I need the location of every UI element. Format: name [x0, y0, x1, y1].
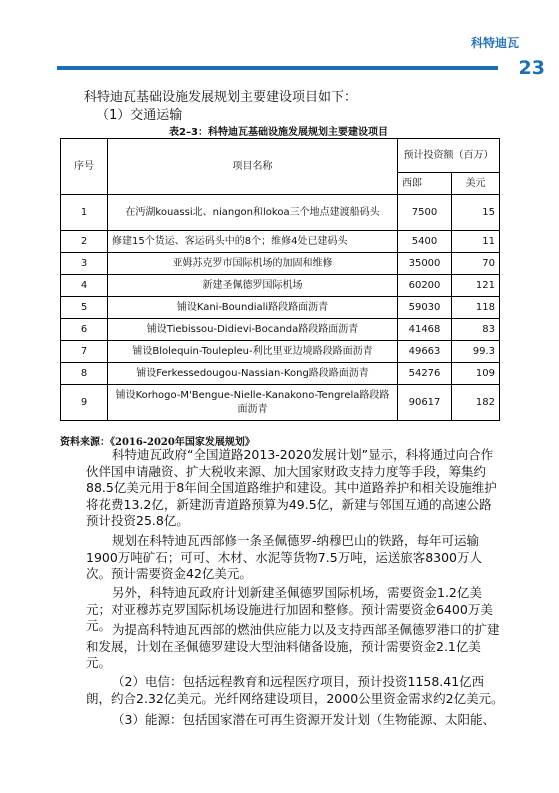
row-usd-amount: 118 [452, 297, 500, 319]
row-project-name: 铺设Blolequin-Toulepleu-利比里亚边境路段路面沥青 [108, 341, 398, 363]
page-number: 23 [518, 57, 545, 79]
row-project-name: 铺设Korhogo-M'Bengue-Nielle-Kanakono-Tengrela路段路面沥青 [108, 385, 398, 421]
table-row [61, 231, 500, 253]
row-index: 3 [61, 253, 108, 275]
row-usd-amount: 182 [452, 385, 500, 421]
row-usd-amount: 11 [452, 231, 500, 253]
paragraph-fuel: 为提高科特迪瓦西部的燃油供应能力以及支持西部圣佩德罗港口的扩建和发展，计划在圣佩德罗建设大型油料储备设施，预计需要资金2.1亿美元。 [86, 622, 500, 670]
row-project-name: 修建15个货运、客运码头中的8个；维修4处已建码头 [108, 231, 398, 253]
paragraph-airports: 另外，科特迪瓦政府计划新建圣佩德罗国际机场，需要资金1.2亿美元；对亚穆苏克罗国际机场设施进行加固和整修。预计需要资金6400万美元。 [86, 585, 493, 633]
header-investment: 预计投资额（百万） [398, 139, 500, 173]
row-local-amount: 35000 [398, 253, 452, 275]
table-row [61, 275, 500, 297]
row-local-amount: 7500 [398, 195, 452, 231]
header-currency-usd: 美元 [452, 173, 500, 195]
intro-text: 科特迪瓦基础设施发展规划主要建设项目如下： [84, 90, 358, 105]
table-row [61, 363, 500, 385]
row-usd-amount: 121 [452, 275, 500, 297]
paragraph-telecom: （2）电信：包括远程教育和远程医疗项目，预计投资1158.41亿西朗，约合2.32亿美元。光纤网络建设项目，2000公里资金需求约2亿美元。 [86, 674, 504, 706]
table-row [61, 297, 500, 319]
row-local-amount: 49663 [398, 341, 452, 363]
row-index: 1 [61, 195, 108, 231]
table-row [61, 253, 500, 275]
row-usd-amount: 70 [452, 253, 500, 275]
table-row [61, 195, 500, 231]
row-usd-amount: 109 [452, 363, 500, 385]
table-caption: 表2–3：科特迪瓦基础设施发展规划主要建设项目 [169, 127, 388, 138]
row-local-amount: 60200 [398, 275, 452, 297]
row-project-name: 铺设Ferkessedougou-Nassian-Kong路段路面沥青 [108, 363, 398, 385]
paragraph-energy: （3）能源：包括国家潜在可再生资源开发计划（生物能源、太阳能、 [112, 712, 495, 727]
row-index: 7 [61, 341, 108, 363]
header-project-name: 项目名称 [108, 139, 398, 195]
row-project-name: 铺设Kani-Boundiali路段路面沥青 [108, 297, 398, 319]
row-local-amount: 59030 [398, 297, 452, 319]
header-country-name: 科特迪瓦 [470, 36, 519, 50]
projects-table [60, 138, 500, 421]
row-index: 9 [61, 385, 108, 421]
table-row [61, 319, 500, 341]
row-project-name: 新建圣佩德罗国际机场 [108, 275, 398, 297]
paragraph-roads: 科特迪瓦政府“全国道路2013-2020发展计划”显示，科将通过向合作伙伴国申请融资、扩大税收来源、加大国家财政支持力度等手段，筹集约88.5亿美元用于8年间全国道路维护和建设。其中道路养护和相关设施维护将花费13.2亿，新建沥青道路预算为49.5亿，新建与邻国互通的高速公路预计投资25.8亿。 [86, 447, 497, 528]
row-project-name: 亚姆苏克罗市国际机场的加固和维修 [108, 253, 398, 275]
row-local-amount: 90617 [398, 385, 452, 421]
header-rule [57, 66, 498, 70]
row-usd-amount: 99.3 [452, 341, 500, 363]
row-index: 5 [61, 297, 108, 319]
paragraph-railway: 规划在科特迪瓦西部修一条圣佩德罗-纳穆巴山的铁路，每年可运输1900万吨矿石；可可、木材、水泥等货物7.5万吨，运送旅客8300万人次。预计需要资金42亿美元。 [86, 533, 483, 581]
subheading-transport: （1）交通运输 [96, 108, 183, 123]
row-local-amount: 41468 [398, 319, 452, 341]
header-currency-local: 西郎 [398, 173, 452, 195]
table-row [61, 385, 500, 421]
row-index: 2 [61, 231, 108, 253]
header-index: 序号 [61, 139, 108, 195]
table-source: 资料来源：《2016-2020年国家发展规划》 [60, 437, 255, 448]
table-row [61, 341, 500, 363]
row-index: 4 [61, 275, 108, 297]
row-project-name: 在沔湖kouassi北、niangon和lokoa三个地点建渡船码头 [108, 195, 398, 231]
row-local-amount: 5400 [398, 231, 452, 253]
row-usd-amount: 83 [452, 319, 500, 341]
row-project-name: 铺设Tiebissou-Didievi-Bocanda路段路面沥青 [108, 319, 398, 341]
row-local-amount: 54276 [398, 363, 452, 385]
row-index: 8 [61, 363, 108, 385]
row-usd-amount: 15 [452, 195, 500, 231]
row-index: 6 [61, 319, 108, 341]
